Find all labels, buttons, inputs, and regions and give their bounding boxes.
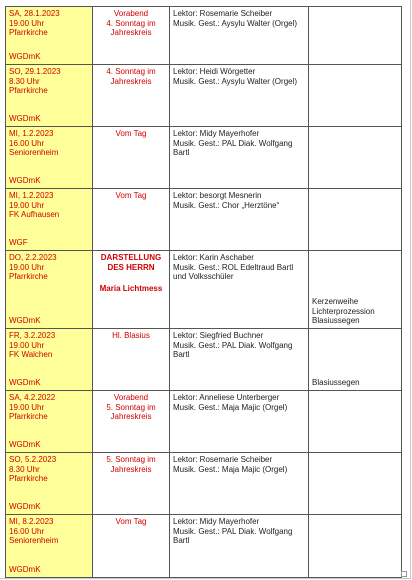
liturgy-subtitle: Maria Lichtmess <box>99 284 163 294</box>
schedule-row <box>6 127 402 189</box>
liturgy-title: Vom Tag <box>115 517 147 526</box>
ministers-text: Lektor: Midy Mayerhofer Musik. Gest.: PAL Diak. Wolfgang Bartl <box>173 517 293 546</box>
service-code: WGDmK <box>9 565 41 575</box>
liturgy-subtitle <box>93 484 169 486</box>
date-time-place: SO, 29.1.2023 8.30 Uhr Pfarrkirche <box>9 67 61 96</box>
liturgy-title: Vom Tag <box>115 129 147 138</box>
liturgy-cell <box>93 453 170 515</box>
date-cell <box>6 189 93 251</box>
schedule-row <box>6 515 402 578</box>
service-code: WGDmK <box>9 440 41 450</box>
liturgy-cell <box>93 7 170 65</box>
liturgy-title: 5. Sonntag im Jahreskreis <box>106 455 156 474</box>
liturgy-title: Vom Tag <box>115 191 147 200</box>
liturgy-cell <box>93 65 170 127</box>
schedule-row <box>6 7 402 65</box>
schedule-row <box>6 453 402 515</box>
liturgy-subtitle <box>93 149 169 151</box>
liturgy-subtitle <box>93 96 169 98</box>
date-cell <box>6 391 93 453</box>
note-text: Kerzenweihe Lichterprozession Blasiussegen <box>312 297 375 326</box>
service-code: WGDmK <box>9 316 41 326</box>
ministers-cell <box>170 251 309 329</box>
schedule-row <box>6 189 402 251</box>
service-code: WGDmK <box>9 114 41 124</box>
liturgy-subtitle <box>93 351 169 353</box>
date-time-place: FR, 3.2.2023 19.00 Uhr FK Walchen <box>9 331 56 360</box>
date-cell <box>6 127 93 189</box>
note-cell <box>309 391 402 453</box>
ministers-cell <box>170 515 309 578</box>
note-cell <box>309 127 402 189</box>
schedule-row <box>6 391 402 453</box>
service-code: WGDmK <box>9 502 41 512</box>
note-cell <box>309 251 402 329</box>
ministers-text: Lektor: Rosemarie Scheiber Musik. Gest.: Aysylu Walter (Orgel) <box>173 9 298 28</box>
ministers-text: Lektor: Heidi Wörgetter Musik. Gest.: Aysylu Walter (Orgel) <box>173 67 298 86</box>
liturgy-subtitle <box>93 537 169 539</box>
liturgy-cell <box>93 251 170 329</box>
schedule-row <box>6 251 402 329</box>
date-cell <box>6 7 93 65</box>
liturgy-subtitle <box>93 48 169 50</box>
liturgy-subtitle <box>93 432 169 434</box>
service-code: WGDmK <box>9 378 41 388</box>
liturgy-cell <box>93 391 170 453</box>
ministers-text: Lektor: Rosemarie Scheiber Musik. Gest.: Maja Majic (Orgel) <box>173 455 288 474</box>
ministers-text: Lektor: besorgt Mesnerin Musik. Gest.: Chor „Herztöne“ <box>173 191 280 210</box>
liturgy-title: 4. Sonntag im Jahreskreis <box>106 67 156 86</box>
liturgy-title: Vorabend 5. Sonntag im Jahreskreis <box>106 393 156 422</box>
ministers-cell <box>170 7 309 65</box>
note-text: Blasiussegen <box>312 378 360 388</box>
ministers-cell <box>170 189 309 251</box>
date-cell <box>6 329 93 391</box>
liturgy-cell <box>93 127 170 189</box>
note-cell <box>309 453 402 515</box>
note-cell <box>309 7 402 65</box>
ministers-cell <box>170 65 309 127</box>
note-cell <box>309 515 402 578</box>
liturgy-cell <box>93 515 170 578</box>
liturgy-cell <box>93 329 170 391</box>
date-time-place: MI, 8.2.2023 16.00 Uhr Seniorenheim <box>9 517 59 546</box>
note-cell <box>309 329 402 391</box>
ministers-text: Lektor: Midy Mayerhofer Musik. Gest.: PAL Diak. Wolfgang Bartl <box>173 129 293 158</box>
service-code: WGDmK <box>9 176 41 186</box>
schedule-row <box>6 329 402 391</box>
date-time-place: DO, 2.2.2023 19.00 Uhr Pfarrkirche <box>9 253 57 282</box>
ministers-text: Lektor: Karin Aschaber Musik. Gest.: ROL Edeltraud Bartl und Volksschüler <box>173 253 294 282</box>
liturgy-title: Vorabend 4. Sonntag im Jahreskreis <box>106 9 156 38</box>
date-cell <box>6 251 93 329</box>
service-code: WGDmK <box>9 52 41 62</box>
date-cell <box>6 515 93 578</box>
liturgy-title: DARSTELLUNG DES HERRN <box>100 253 162 272</box>
note-cell <box>309 65 402 127</box>
schedule-table <box>5 6 402 578</box>
liturgy-cell <box>93 189 170 251</box>
date-time-place: SA, 28.1.2023 19.00 Uhr Pfarrkirche <box>9 9 60 38</box>
liturgy-subtitle <box>93 211 169 213</box>
ministers-text: Lektor: Siegfried Buchner Musik. Gest.: PAL Diak. Wolfgang Bartl <box>173 331 293 360</box>
ministers-text: Lektor: Anneliese Unterberger Musik. Gest.: Maja Majic (Orgel) <box>173 393 288 412</box>
service-code: WGF <box>9 238 28 248</box>
schedule-row <box>6 65 402 127</box>
page-corner-handle[interactable] <box>401 571 407 577</box>
ministers-cell <box>170 329 309 391</box>
ministers-cell <box>170 127 309 189</box>
note-cell <box>309 189 402 251</box>
date-time-place: SA, 4.2.2022 19.00 Uhr Pfarrkirche <box>9 393 56 422</box>
date-time-place: SO, 5.2.2023 8.30 Uhr Pfarrkirche <box>9 455 57 484</box>
date-time-place: MI, 1.2.2023 19.00 Uhr FK Aufhausen <box>9 191 60 220</box>
ministers-cell <box>170 453 309 515</box>
liturgy-title: Hl. Blasius <box>112 331 150 340</box>
date-cell <box>6 453 93 515</box>
date-cell <box>6 65 93 127</box>
ministers-cell <box>170 391 309 453</box>
date-time-place: MI, 1.2.2023 16.00 Uhr Seniorenheim <box>9 129 59 158</box>
